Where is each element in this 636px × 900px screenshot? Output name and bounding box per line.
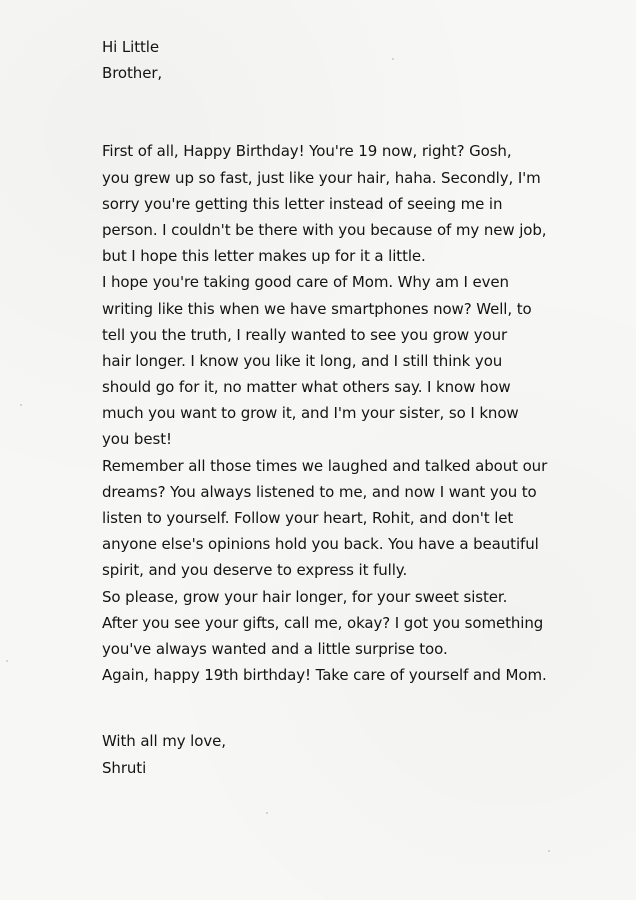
closing-line: With all my love, [102, 732, 226, 751]
paper-speck [20, 404, 22, 406]
paper-speck [6, 660, 8, 662]
paper-speck [548, 850, 550, 852]
greeting-line: Hi Little [102, 38, 159, 56]
body-line: you grew up so fast, just like your hair, haha. Secondly, I'm [102, 168, 541, 187]
body-line: sorry you're getting this letter instead of seeing me in [102, 194, 503, 213]
body-line: listen to yourself. Follow your heart, Rohit, and don't let [102, 509, 514, 527]
body-line: Again, happy 19th birthday! Take care of yourself and Mom. [102, 666, 547, 685]
body-line: you've always wanted and a little surprise too. [102, 639, 448, 658]
body-line: you best! [102, 430, 172, 449]
letter-body [102, 138, 602, 688]
greeting [102, 34, 602, 86]
body-line: After you see your gifts, call me, okay? I got you something [102, 613, 544, 632]
body-line: I hope you're taking good care of Mom. Why am I even [102, 273, 509, 292]
body-line: First of all, Happy Birthday! You're 19 now, right? Gosh, [102, 142, 512, 161]
body-line: dreams? You always listened to me, and now I want you to [102, 482, 537, 501]
body-line: but I hope this letter makes up for it a little. [102, 247, 426, 266]
body-line: much you want to grow it, and I'm your sister, so I know [102, 404, 519, 423]
signature: Shruti [102, 758, 147, 777]
body-line: person. I couldn't be there with you because of my new job, [102, 220, 547, 239]
body-line: tell you the truth, I really wanted to see you grow your [102, 325, 508, 344]
closing [102, 728, 602, 780]
body-line: hair longer. I know you like it long, and I still think you [102, 351, 503, 370]
spacer [102, 86, 602, 138]
body-line: Remember all those times we laughed and talked about our [102, 456, 548, 475]
letter [102, 34, 602, 781]
body-line: should go for it, no matter what others say. I know how [102, 378, 511, 397]
body-line: So please, grow your hair longer, for your sweet sister. [102, 587, 508, 606]
greeting-line: Brother, [102, 64, 163, 83]
paper-speck [266, 812, 268, 814]
body-line: writing like this when we have smartphones now? Well, to [102, 299, 532, 318]
spacer [102, 688, 602, 728]
body-line: anyone else's opinions hold you back. You have a beautiful [102, 535, 539, 554]
body-line: spirit, and you deserve to express it fully. [102, 561, 408, 580]
